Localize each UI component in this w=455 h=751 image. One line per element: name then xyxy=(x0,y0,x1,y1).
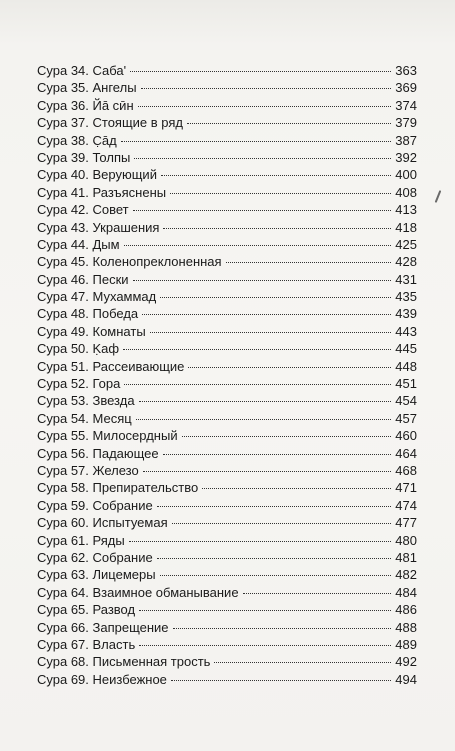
toc-entry xyxy=(37,114,417,131)
dot-leader xyxy=(243,593,391,594)
dot-leader xyxy=(172,523,391,524)
toc-entry xyxy=(37,184,417,201)
toc-entry xyxy=(37,62,417,79)
toc-entry-page-number: 471 xyxy=(395,480,417,496)
toc-entry-page-number: 374 xyxy=(395,97,417,113)
dot-leader xyxy=(160,575,391,576)
toc-entry-title: Сура 55. Милосердный xyxy=(37,428,178,444)
dot-leader xyxy=(157,558,391,559)
toc-entry-title: Сура 42. Совет xyxy=(37,202,129,218)
dot-leader xyxy=(141,88,391,89)
toc-entry-title: Сура 35. Ангелы xyxy=(37,80,137,96)
toc-entry xyxy=(37,584,417,601)
toc-entry-title: Сура 46. Пески xyxy=(37,271,129,287)
dot-leader xyxy=(123,349,391,350)
toc-entry-title: Сура 34. Саба' xyxy=(37,63,127,78)
toc-entry-title: Сура 66. Запрещение xyxy=(37,619,169,635)
toc-entry xyxy=(37,392,417,409)
toc-entry-page-number: 445 xyxy=(395,341,417,357)
toc-entry xyxy=(37,305,417,322)
toc-entry-page-number: 392 xyxy=(395,149,417,165)
toc-entry-page-number: 439 xyxy=(395,306,417,322)
toc-entry-title: Сура 45. Коленопреклоненная xyxy=(37,254,222,270)
toc-entry-page-number: 448 xyxy=(395,358,417,374)
pen-mark xyxy=(435,190,442,203)
toc-entry-title: Сура 50. Ḳаф xyxy=(37,341,120,357)
toc-entry-page-number: 486 xyxy=(395,602,417,618)
toc-entry xyxy=(37,253,417,270)
toc-entry-page-number: 480 xyxy=(395,532,417,548)
toc-entry xyxy=(37,445,417,462)
dot-leader xyxy=(139,645,391,646)
toc-entry-page-number: 481 xyxy=(395,549,417,565)
toc-entry-page-number: 488 xyxy=(395,619,417,635)
toc-entry-title: Сура 58. Препирательство xyxy=(37,480,199,496)
toc-entry xyxy=(37,619,417,636)
toc-entry xyxy=(37,566,417,583)
toc-entry-page-number: 400 xyxy=(395,167,417,183)
toc-entry-title: Сура 38. С̣а̄д xyxy=(37,132,117,148)
dot-leader xyxy=(150,332,391,333)
dot-leader xyxy=(163,454,391,455)
toc-entry xyxy=(37,97,417,114)
toc-entry-title: Сура 37. Стоящие в ряд xyxy=(37,115,183,131)
toc-entry xyxy=(37,323,417,340)
dot-leader xyxy=(130,71,391,72)
toc-entry-page-number: 464 xyxy=(395,445,417,461)
toc-entry xyxy=(37,532,417,549)
toc-entry-page-number: 435 xyxy=(395,289,417,305)
toc-entry-title: Сура 63. Лицемеры xyxy=(37,567,156,583)
toc-entry xyxy=(37,653,417,670)
toc-entry-title: Сура 60. Испытуемая xyxy=(37,515,168,531)
toc-entry-page-number: 454 xyxy=(395,393,417,409)
toc-entry-title: Сура 40. Верующий xyxy=(37,167,157,183)
toc-entry xyxy=(37,358,417,375)
toc-entry xyxy=(37,236,417,253)
toc-entry-title: Сура 53. Звезда xyxy=(37,393,135,409)
toc-entry-page-number: 482 xyxy=(395,567,417,583)
toc-entry-page-number: 457 xyxy=(395,410,417,426)
toc-entry-title: Сура 49. Комнаты xyxy=(37,323,146,339)
toc-entry-page-number: 413 xyxy=(395,202,417,218)
dot-leader xyxy=(214,662,391,663)
toc-entry xyxy=(37,340,417,357)
toc-entry-page-number: 468 xyxy=(395,462,417,478)
dot-leader xyxy=(133,210,391,211)
toc-entry-page-number: 387 xyxy=(395,132,417,148)
toc-entry xyxy=(37,410,417,427)
dot-leader xyxy=(139,401,391,402)
dot-leader xyxy=(133,280,391,281)
toc-entry-title: Сура 41. Разъяснены xyxy=(37,184,167,200)
toc-entry-title: Сура 44. Дым xyxy=(37,236,120,252)
table-of-contents xyxy=(37,62,417,688)
dot-leader xyxy=(163,228,391,229)
toc-entry-title: Сура 67. Власть xyxy=(37,636,136,652)
toc-entry xyxy=(37,288,417,305)
toc-entry-page-number: 431 xyxy=(395,271,417,287)
dot-leader xyxy=(139,610,391,611)
toc-entry xyxy=(37,514,417,531)
dot-leader xyxy=(170,193,391,194)
toc-entry-title: Сура 69. Неизбежное xyxy=(37,671,167,687)
toc-entry-page-number: 425 xyxy=(395,236,417,252)
toc-entry-title: Сура 54. Месяц xyxy=(37,410,132,426)
toc-entry xyxy=(37,636,417,653)
toc-entry-page-number: 477 xyxy=(395,515,417,531)
toc-entry-title: Сура 64. Взаимное обманывание xyxy=(37,584,239,600)
dot-leader xyxy=(202,488,391,489)
toc-entry-page-number: 489 xyxy=(395,636,417,652)
dot-leader xyxy=(129,541,391,542)
dot-leader xyxy=(226,262,391,263)
toc-entry xyxy=(37,497,417,514)
toc-entry-page-number: 460 xyxy=(395,428,417,444)
dot-leader xyxy=(187,123,391,124)
toc-entry-page-number: 418 xyxy=(395,219,417,235)
toc-entry-page-number: 484 xyxy=(395,584,417,600)
toc-entry xyxy=(37,601,417,618)
dot-leader xyxy=(182,436,391,437)
dot-leader xyxy=(138,106,391,107)
toc-entry-title: Сура 39. Толпы xyxy=(37,149,131,165)
toc-entry-page-number: 494 xyxy=(395,671,417,687)
toc-entry-title: Сура 51. Рассеивающие xyxy=(37,358,185,374)
toc-entry-page-number: 443 xyxy=(395,323,417,339)
toc-entry-title: Сура 62. Собрание xyxy=(37,549,153,565)
dot-leader xyxy=(171,680,391,681)
dot-leader xyxy=(160,297,391,298)
toc-entry-title: Сура 61. Ряды xyxy=(37,532,125,548)
dot-leader xyxy=(121,141,391,142)
toc-entry-title: Сура 48. Победа xyxy=(37,306,139,322)
dot-leader xyxy=(134,158,391,159)
toc-entry-page-number: 369 xyxy=(395,80,417,96)
toc-entry xyxy=(37,479,417,496)
toc-entry-page-number: 451 xyxy=(395,376,417,392)
dot-leader xyxy=(161,175,391,176)
toc-entry-title: Сура 52. Гора xyxy=(37,376,121,392)
toc-entry xyxy=(37,132,417,149)
toc-entry-title: Сура 59. Собрание xyxy=(37,497,153,513)
toc-entry xyxy=(37,79,417,96)
dot-leader xyxy=(124,245,391,246)
toc-entry xyxy=(37,671,417,688)
toc-entry xyxy=(37,166,417,183)
toc-entry-page-number: 363 xyxy=(395,63,417,78)
dot-leader xyxy=(124,384,391,385)
toc-entry xyxy=(37,549,417,566)
toc-entry xyxy=(37,427,417,444)
toc-entry xyxy=(37,201,417,218)
toc-entry-page-number: 408 xyxy=(395,184,417,200)
toc-entry-page-number: 379 xyxy=(395,115,417,131)
toc-entry xyxy=(37,219,417,236)
dot-leader xyxy=(188,367,391,368)
toc-entry-page-number: 492 xyxy=(395,654,417,670)
dot-leader xyxy=(143,471,391,472)
toc-entry-page-number: 474 xyxy=(395,497,417,513)
toc-entry xyxy=(37,271,417,288)
toc-entry xyxy=(37,149,417,166)
toc-entry xyxy=(37,375,417,392)
toc-entry-title: Сура 65. Развод xyxy=(37,602,136,618)
toc-entry-title: Сура 47. Мухаммад xyxy=(37,289,157,305)
dot-leader xyxy=(173,628,391,629)
dot-leader xyxy=(157,506,391,507)
toc-entry-title: Сура 36. Йа̄ сӣн xyxy=(37,97,134,113)
toc-entry-page-number: 428 xyxy=(395,254,417,270)
dot-leader xyxy=(142,314,391,315)
toc-entry-title: Сура 43. Украшения xyxy=(37,219,160,235)
toc-entry-title: Сура 56. Падающее xyxy=(37,445,159,461)
toc-entry-title: Сура 57. Железо xyxy=(37,462,139,478)
toc-entry-title: Сура 68. Письменная трость xyxy=(37,654,211,670)
dot-leader xyxy=(136,419,391,420)
toc-entry xyxy=(37,462,417,479)
